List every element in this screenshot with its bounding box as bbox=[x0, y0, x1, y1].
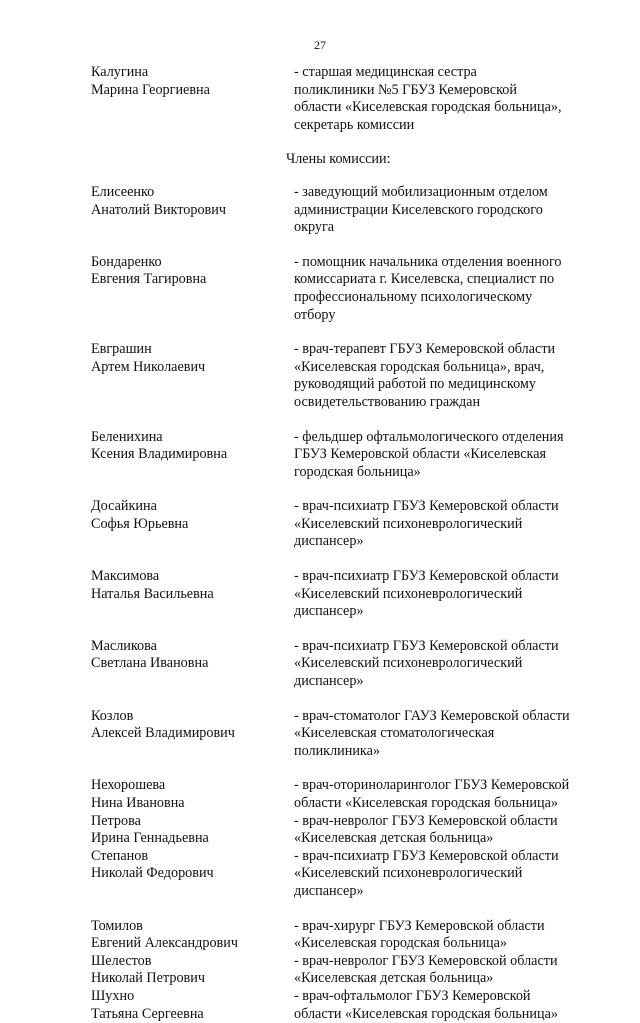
commission-list bbox=[91, 64, 611, 1023]
member-entry bbox=[91, 568, 611, 621]
person-role: - врач-стоматолог ГАУЗ Кемеровской области «Киселевская стоматологическая поликлиника» bbox=[294, 707, 570, 759]
person-surname: Досайкина bbox=[91, 498, 157, 515]
person-name bbox=[91, 568, 294, 621]
person-surname: Масликова bbox=[91, 637, 157, 654]
member-entry bbox=[91, 498, 611, 551]
member-entry bbox=[91, 638, 611, 691]
person-role: - врач-хирург ГБУЗ Кемеровской области «Киселевская городская больница» bbox=[294, 917, 545, 952]
person-given-names: Татьяна Сергеевна bbox=[91, 1005, 204, 1022]
person-role: - врач-терапевт ГБУЗ Кемеровской области «Киселевская городская больница», врач, руководящий работой по медицинскому освидетельствованию граждан bbox=[294, 341, 556, 410]
member-entry bbox=[91, 953, 611, 988]
person-surname: Шелестов bbox=[91, 952, 152, 969]
person-given-names: Наталья Васильевна bbox=[91, 585, 214, 602]
person-surname: Елисеенко bbox=[91, 183, 155, 200]
person-name bbox=[91, 341, 294, 411]
person-given-names: Артем Николаевич bbox=[91, 358, 206, 375]
person-name bbox=[91, 638, 294, 691]
person-surname: Козлов bbox=[91, 707, 134, 724]
person-given-names: Алексей Владимирович bbox=[91, 725, 235, 742]
person-given-names: Софья Юрьевна bbox=[91, 515, 189, 532]
person-given-names: Евгения Тагировна bbox=[91, 271, 207, 288]
member-entry bbox=[91, 918, 611, 953]
person-name bbox=[91, 988, 294, 1023]
member-entry bbox=[91, 184, 611, 237]
person-role: - врач-невролог ГБУЗ Кемеровской области «Киселевская детская больница» bbox=[294, 812, 558, 847]
member-entry bbox=[91, 429, 611, 482]
page-number: 27 bbox=[314, 38, 326, 52]
person-name bbox=[91, 708, 294, 761]
person-role: - врач-психиатр ГБУЗ Кемеровской области «Киселевский психоневрологический диспансер» bbox=[294, 637, 559, 690]
person-given-names: Николай Петрович bbox=[91, 970, 205, 987]
person-surname: Бондаренко bbox=[91, 253, 162, 270]
person-surname: Нехорошева bbox=[91, 777, 166, 794]
person-role: - врач-психиатр ГБУЗ Кемеровской области «Киселевский психоневрологический диспансер» bbox=[294, 498, 559, 550]
person-role: - врач-психиатр ГБУЗ Кемеровской области «Киселевский психоневрологический диспансер» bbox=[294, 568, 559, 620]
person-given-names: Марина Георгиевна bbox=[91, 81, 210, 98]
person-role: - помощник начальника отделения военного комиссариата г. Киселевска, специалист по профессиональному психологическому отбору bbox=[294, 253, 562, 323]
person-surname: Евграшин bbox=[91, 341, 152, 358]
person-given-names: Ирина Геннадьевна bbox=[91, 830, 209, 847]
person-given-names: Анатолий Викторович bbox=[91, 201, 226, 218]
person-name bbox=[91, 813, 294, 848]
person-surname: Калугина bbox=[91, 64, 149, 80]
person-given-names: Нина Ивановна bbox=[91, 795, 185, 811]
person-role: - врач-психиатр ГБУЗ Кемеровской области «Киселевский психоневрологический диспансер» bbox=[294, 847, 559, 899]
member-entry bbox=[91, 708, 611, 761]
person-name bbox=[91, 254, 294, 324]
person-name bbox=[91, 848, 294, 901]
member-entry bbox=[91, 848, 611, 901]
person-name bbox=[91, 777, 294, 812]
member-entry bbox=[91, 254, 611, 324]
member-entry bbox=[91, 777, 611, 812]
person-surname: Беленихина bbox=[91, 428, 163, 445]
person-name bbox=[91, 429, 294, 482]
person-role: - врач-офтальмолог ГБУЗ Кемеровской области «Киселевская городская больница» bbox=[294, 987, 558, 1022]
person-given-names: Евгений Александрович bbox=[91, 935, 238, 952]
person-role: - старшая медицинская сестра поликлиники №5 ГБУЗ Кемеровской области «Киселевская городская больница», секретарь комиссии bbox=[294, 64, 562, 133]
members-heading: Члены комиссии: bbox=[286, 151, 391, 168]
member-entry bbox=[91, 988, 611, 1023]
person-name bbox=[91, 184, 294, 237]
person-name bbox=[91, 64, 294, 134]
person-role: - врач-невролог ГБУЗ Кемеровской области «Киселевская детская больница» bbox=[294, 952, 558, 987]
secretary-entry bbox=[91, 64, 611, 134]
member-entry bbox=[91, 813, 611, 848]
person-surname: Шухно bbox=[91, 987, 135, 1004]
person-surname: Петрова bbox=[91, 812, 141, 829]
person-name bbox=[91, 953, 294, 988]
person-given-names: Светлана Ивановна bbox=[91, 655, 209, 672]
person-surname: Степанов bbox=[91, 847, 149, 864]
person-surname: Максимова bbox=[91, 568, 160, 585]
person-given-names: Николай Федорович bbox=[91, 865, 214, 882]
person-role: - фельдшер офтальмологического отделения ГБУЗ Кемеровской области «Киселевская городская больница» bbox=[294, 428, 564, 480]
person-surname: Томилов bbox=[91, 917, 143, 934]
person-role: - заведующий мобилизационным отделом администрации Киселевского городского округа bbox=[294, 183, 548, 236]
member-entry bbox=[91, 341, 611, 411]
person-role: - врач-оториноларинголог ГБУЗ Кемеровской области «Киселевская городская больница» bbox=[294, 777, 570, 811]
person-name bbox=[91, 498, 294, 551]
person-name bbox=[91, 918, 294, 953]
person-given-names: Ксения Владимировна bbox=[91, 446, 228, 463]
